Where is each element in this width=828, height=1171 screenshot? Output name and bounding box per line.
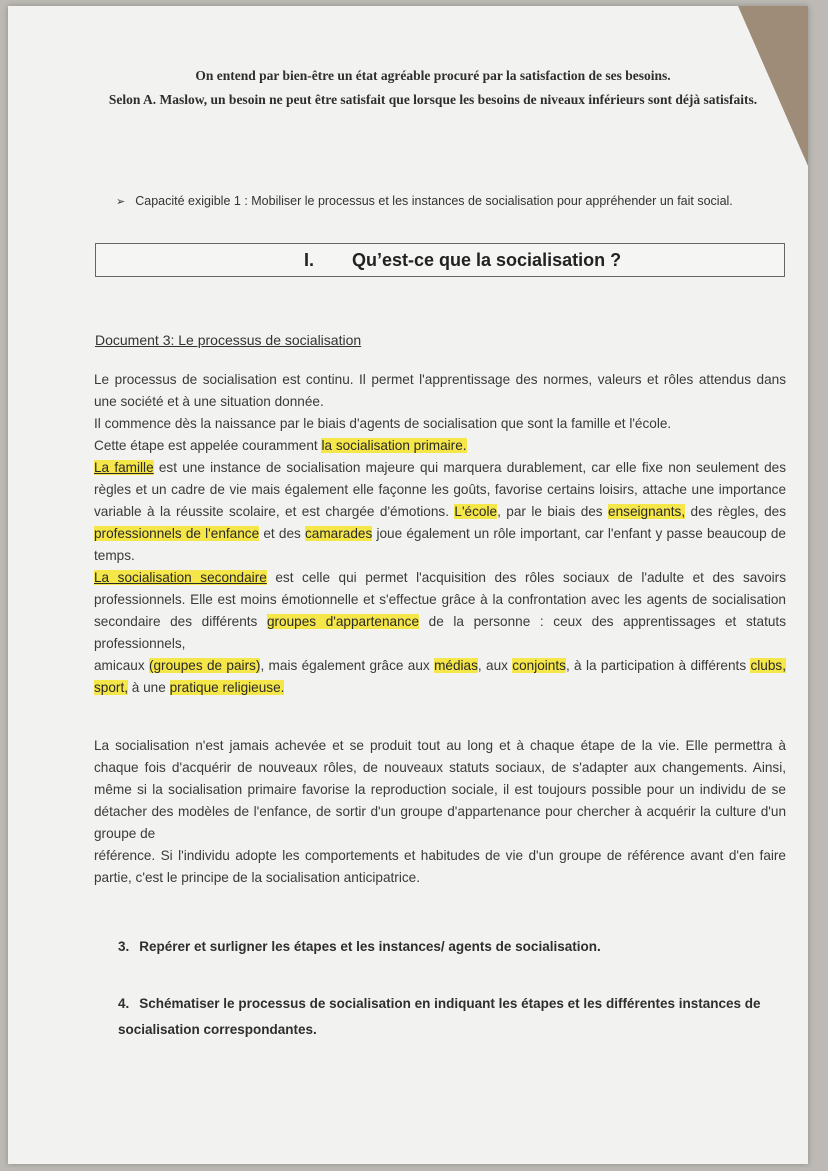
highlight-classmates: camarades: [305, 526, 373, 541]
highlight-teachers: enseignants,: [608, 504, 686, 519]
highlight-childhood-professionals: professionnels de l'enfance: [94, 526, 260, 541]
text-segment: Cette étape est appelée couramment: [94, 438, 322, 453]
section-number: I.: [304, 250, 315, 270]
question-number: 4.: [118, 996, 130, 1011]
intro-line-2: Selon A. Maslow, un besoin ne peut être satisfait que lorsque les besoins de niveaux inférieurs sont déjà satisfaits.: [108, 92, 758, 107]
text-segment: amicaux: [94, 658, 149, 673]
question-3: [118, 934, 778, 960]
paragraph-1: [94, 369, 786, 699]
highlight-family: La famille: [94, 460, 154, 475]
question-4: [118, 991, 778, 1043]
text-segment: référence. Si l'individu adopte les comportements et habitudes de vie d'un groupe de référence avant d'en faire partie, c'est le principe de la socialisation anticipatrice.: [94, 848, 786, 885]
paragraph-2: [94, 735, 786, 889]
text-segment: joue également un rôle important, car l'enfant y passe beaucoup de temps.: [94, 526, 786, 563]
text-segment: est celle qui permet l'acquisition des rôles sociaux de l'adulte et des savoirs professionnels. Elle est moins émotionnelle et s'effectue grâce à la confrontation avec les agents de socialisation secondaire des différents: [94, 570, 786, 629]
text-segment: de la personne : ceux des apprentissages et statuts professionnels,: [94, 614, 786, 651]
text-segment: Il commence dès la naissance par le biais d'agents de socialisation que sont la famille et l'école.: [94, 416, 672, 431]
question-number: 3.: [118, 939, 130, 954]
text-segment: et des: [259, 526, 305, 541]
document-title: Document 3: Le processus de socialisation: [95, 332, 362, 348]
text-segment: des règles, des: [685, 504, 787, 519]
highlight-clubs-sport: clubs, sport,: [94, 658, 786, 695]
highlight-media: médias: [434, 658, 478, 673]
highlight-primary-socialisation: la socialisation primaire.: [321, 438, 467, 453]
section-title-box: [95, 243, 785, 277]
capacity-line: [116, 194, 796, 208]
intro-line-1: On entend par bien-être un état agréable procuré par la satisfaction de ses besoins.: [195, 68, 671, 83]
text-segment: est une instance de socialisation majeure qui marquera durablement, car elle fixe non seulement des règles et un cadre de vie mais également elle façonne les goûts, favorise certains loisirs, attache une importance variable à la réussite scolaire, et est chargée d'émotions.: [94, 460, 786, 519]
highlight-spouses: conjoints: [512, 658, 566, 673]
text-segment: , aux: [477, 658, 513, 673]
text-segment: , mais également grâce aux: [260, 658, 435, 673]
question-text: Repérer et surligner les étapes et les instances/ agents de socialisation.: [139, 939, 601, 954]
question-text: Schématiser le processus de socialisation en indiquant les étapes et les différentes instances de socialisation correspondantes.: [118, 996, 761, 1037]
capacity-text: Capacité exigible 1 : Mobiliser le processus et les instances de socialisation pour appréhender un fait social.: [135, 194, 733, 208]
text-segment: , par le biais des: [497, 504, 609, 519]
highlight-school: L'école: [454, 504, 498, 519]
highlight-peer-groups: (groupes de pairs): [148, 658, 261, 673]
text-segment: La socialisation n'est jamais achevée et se produit tout au long et à chaque étape de la vie. Elle permettra à chaque fois d'acquérir de nouveaux rôles, de nouveaux statuts sociaux, de s'adapter aux changements. Ainsi, même si la socialisation primaire favorise la reproduction sociale, il est toujours possible pour un individu de se détacher des modèles de l'enfance, de sortir d'un groupe d'appartenance pour chercher à acquérir la culture d'un groupe de: [94, 738, 786, 841]
highlight-secondary-socialisation: La socialisation secondaire: [94, 570, 267, 585]
text-segment: à une: [128, 680, 170, 695]
text-segment: , à la participation à différents: [565, 658, 751, 673]
intro-text: [103, 64, 763, 112]
highlight-membership-groups: groupes d'appartenance: [266, 614, 420, 629]
text-segment: Le processus de socialisation est continu. Il permet l'apprentissage des normes, valeurs et rôles attendus dans une société et à une situation donnée.: [94, 372, 786, 409]
arrow-bullet-icon: ➢: [116, 196, 126, 208]
section-title: Qu’est-ce que la socialisation ?: [352, 250, 622, 270]
highlight-religious-practice: pratique religieuse.: [169, 680, 285, 695]
document-page: [8, 6, 808, 1164]
